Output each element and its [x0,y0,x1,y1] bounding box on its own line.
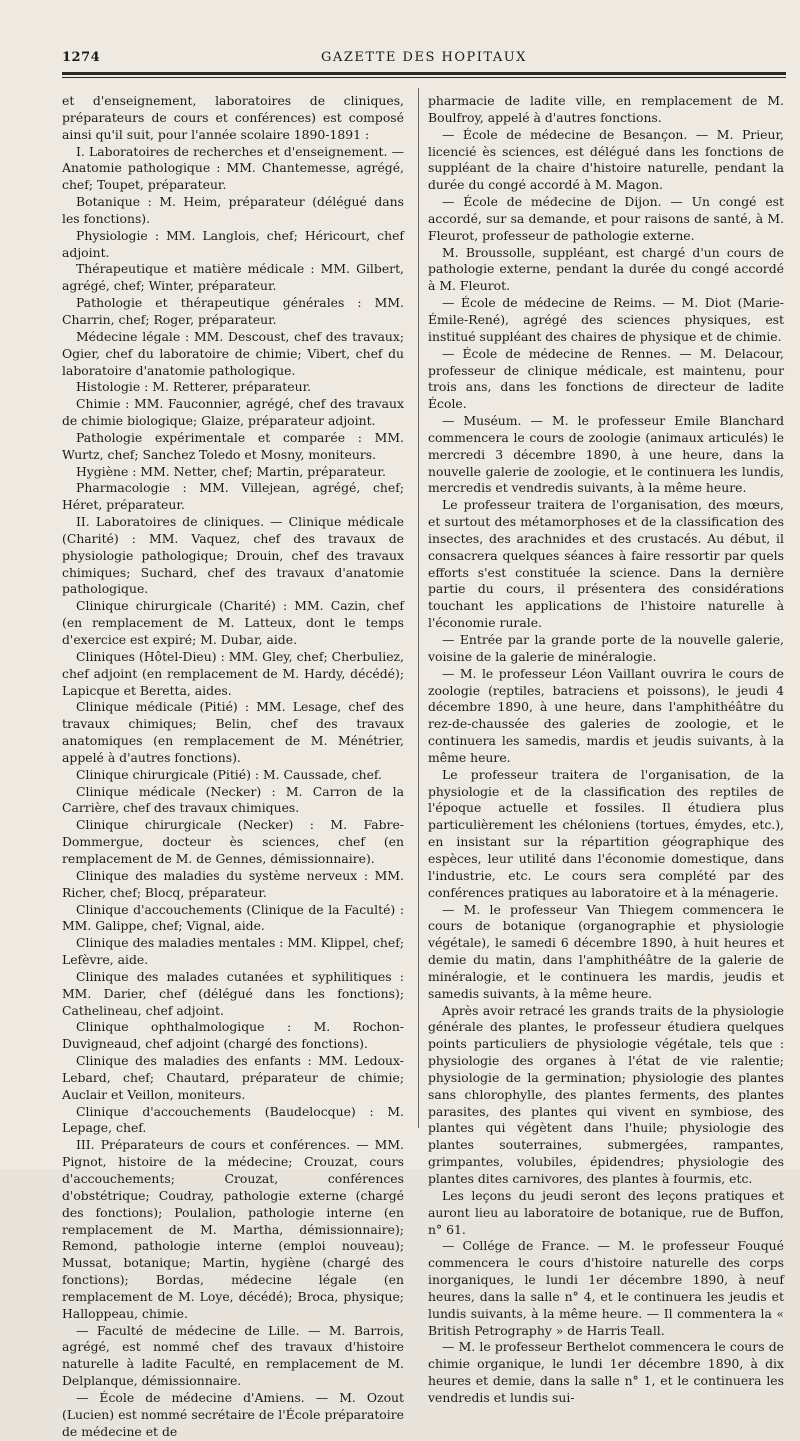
paragraph: Cliniques (Hôtel-Dieu) : MM. Gley, chef; Cherbuliez, chef adjoint (en remplacement de M. Hardy, décédé); Lapicque et Beretta, aides. [62,648,404,698]
page-header [62,50,786,68]
paragraph: — École de médecine de Rennes. — M. Delacour, professeur de clinique médicale, est maintenu, pour trois ans, dans les fonctions de directeur de ladite École. [428,345,784,412]
paragraph: — M. le professeur Berthelot commencera le cours de chimie organique, le lundi 1er décembre 1890, à dix heures et demie, dans la salle n° 1, et le continuera les vendredis et lundis sui- [428,1339,784,1405]
paragraph: Le professeur traitera de l'organisation, des mœurs, et surtout des métamorphoses et de la classification des insectes, des arachnides et des crustacés. Au début, il consacrera quelques séances à faire ressortir par quels efforts s'est constituée la science. Dans la dernière partie du cours, il présentera des considérations touchant les applications de l'histoire naturelle à l'économie rurale. [428,497,784,631]
paragraph: — École de médecine de Reims. — M. Diot (Marie-Émile-René), agrégé des sciences physiques, est institué suppléant des chaires de physique et de chimie. [428,295,784,344]
paragraph: Hygiène : MM. Netter, chef; Martin, préparateur. [76,463,386,479]
right-column [428,93,784,1407]
paragraph: Physiologie : MM. Langlois, chef; Héricourt, chef adjoint. [62,227,404,260]
paragraph: Clinique des malades cutanées et syphilitiques : MM. Darier, chef (délégué dans les fonctions); Cathelineau, chef adjoint. [62,968,404,1018]
paragraph: — M. le professeur Léon Vaillant ouvrira le cours de zoologie (reptiles, batraciens et poissons), le jeudi 4 décembre 1890, à une heure, dans l'amphithéâtre du rez-de-chaussée des galeries de zoologie, et le continuera les samedis, mardis et jeudis suivants, à la même heure. [428,665,784,765]
column-divider [418,88,419,1128]
paragraph: Clinique chirurgicale (Charité) : MM. Cazin, chef (en remplacement de M. Latteux, dont le temps d'exercice est expiré; M. Dubar, aide. [62,598,404,647]
page-number: 1274 [62,50,101,65]
paragraph: Pathologie et thérapeutique générales : MM. Charrin, chef; Roger, préparateur. [62,295,404,327]
header-rule-thick [62,72,786,75]
paragraph: Après avoir retracé les grands traits de la physiologie générale des plantes, le professeur étudiera quelques points particuliers de physiologie végétale, tels que : physiologie des organes à l'état de vie ralentie; physiologie de la germination; physiologie des plantes sans chlorophylle, des plantes ferments, des plantes parasites, des plantes qui vivent en symbiose, des plantes qui végètent dans l'huile; physiologie des plantes souterraines, submergées, rampantes, grimpantes, volubiles, épidendres; physiologie des plantes dites carnivores, des plantes à fourmis, etc. [428,1002,784,1186]
paragraph: — Entrée par la grande porte de la nouvelle galerie, voisine de la galerie de minéralogie. [428,632,784,664]
header-rule-thin [62,77,786,78]
paragraph: Pharmacologie : MM. Villejean, agrégé, chef; Héret, préparateur. [62,480,404,513]
paragraph: M. Broussolle, suppléant, est chargé d'un cours de pathologie externe, pendant la durée du congé accordé à M. Fleurot. [428,244,784,294]
paragraph: I. Laboratoires de recherches et d'enseignement. — Anatomie pathologique : MM. Chantemesse, agrégé, chef; Toupet, préparateur. [62,143,404,193]
paragraph: Clinique chirurgicale (Pitié) : M. Caussade, chef. [76,766,382,782]
paragraph: Clinique des maladies des enfants : MM. Ledoux-Lebard, chef; Chautard, préparateur de chimie; Auclair et Veillon, moniteurs. [62,1053,404,1102]
paragraph: Clinique ophthalmologique : M. Rochon-Duvigneaud, chef adjoint (chargé des fonctions). [62,1019,404,1052]
paragraph: Médecine légale : MM. Descoust, chef des travaux; Ogier, chef du laboratoire de chimie; Vibert, chef du laboratoire d'anatomie pathologique. [62,328,404,378]
paragraph: Clinique des maladies mentales : MM. Klippel, chef; Lefèvre, aide. [62,935,404,968]
paragraph: — École de médecine de Besançon. — M. Prieur, licencié ès sciences, est délégué dans les fonctions de suppléant de la chaire d'histoire naturelle, pendant la durée du congé accordé à M. Magon. [428,126,784,193]
paragraph: Clinique médicale (Pitié) : MM. Lesage, chef des travaux chimiques; Belin, chef des travaux anatomiques (en remplacement de M. Ménétrier, appelé à d'autres fonctions). [62,699,404,765]
paragraph: Le professeur traitera de l'organisation, de la physiologie et de la classification des reptiles de l'époque actuelle et fossiles. Il étudiera plus particulièrement les chéloniens (tortues, émydes, etc.), en insistant sur la répartition géographique des espèces, leur utilité dans l'économie domestique, dans l'industrie, etc. Le cours sera complété par des conférences pratiques au laboratoire et à la ménagerie. [428,766,784,900]
paragraph: Pathologie expérimentale et comparée : MM. Wurtz, chef; Sanchez Toledo et Mosny, moniteurs. [62,429,404,462]
paragraph: Thérapeutique et matière médicale : MM. Gilbert, agrégé, chef; Winter, préparateur. [62,261,404,294]
paragraph: — Faculté de médecine de Lille. — M. Barrois, agrégé, est nommé chef des travaux d'histoire naturelle à ladite Faculté, en remplacement de M. Delplanque, démissionnaire. [62,1322,404,1389]
paragraph: Clinique médicale (Necker) : M. Carron de la Carrière, chef des travaux chimiques. [62,783,404,816]
paragraph: Clinique d'accouchements (Clinique de la Faculté) : MM. Galippe, chef; Vignal, aide. [62,901,404,934]
paragraph: Histologie : M. Retterer, préparateur. [76,379,312,395]
paragraph: Clinique d'accouchements (Baudelocque) : M. Lepage, chef. [62,1103,404,1136]
paragraph: Clinique des maladies du système nerveux : MM. Richer, chef; Blocq, préparateur. [62,867,404,900]
paragraph: — M. le professeur Van Thiegem commencera le cours de botanique (organographie et physiologie végétale), le samedi 6 décembre 1890, à huit heures et demie du matin, dans l'amphithéâtre de la galerie de minéralogie, et le continuera les mardis, jeudis et samedis suivants, à la même heure. [428,901,784,1001]
paragraph: II. Laboratoires de cliniques. — Clinique médicale (Charité) : MM. Vaquez, chef des travaux de physiologie pathologique; Drouin, chef des travaux chimiques; Suchard, chef des travaux d'anatomie pathologique. [62,514,404,597]
paragraph: Chimie : MM. Fauconnier, agrégé, chef des travaux de chimie biologique; Glaize, préparateur adjoint. [62,396,404,429]
paragraph: III. Préparateurs de cours et conférences. — MM. Pignot, histoire de la médecine; Crouzat, cours d'accouchements; Crouzat, conférences d'obstétrique; Coudray, pathologie externe (chargé des fonctions); Poulalion, pathologie interne (en remplacement de M. Martha, démissionnaire); Remond, pathologie interne (emploi nouveau); Mussat, botanique; Martin, hygiène (chargé des fonctions); Bordas, médecine légale (en remplacement de M. Loye, décédé); Broca, physique; Halloppeau, chimie. [62,1137,404,1321]
paragraph: Clinique chirurgicale (Necker) : M. Fabre-Dommergue, docteur ès sciences, chef (en remplacement de M. de Gennes, démissionnaire). [62,817,404,866]
running-title: GAZETTE DES HOPITAUX [321,50,527,65]
paragraph: Les leçons du jeudi seront des leçons pratiques et auront lieu au laboratoire de botanique, rue de Buffon, n° 61. [428,1187,784,1237]
paragraph: — École de médecine de Dijon. — Un congé est accordé, sur sa demande, et pour raisons de santé, à M. Fleurot, professeur de pathologie externe. [428,194,784,243]
paragraph: — Muséum. — M. le professeur Emile Blanchard commencera le cours de zoologie (animaux articulés) le mercredi 3 décembre 1890, à une heure, dans la nouvelle galerie de zoologie, et le continuera les lundis, mercredis et vendredis suivants, à la même heure. [428,413,784,496]
paragraph: et d'enseignement, laboratoires de cliniques, préparateurs de cours et conférences) est composé ainsi qu'il suit, pour l'année scolaire 1890-1891 : [62,93,404,142]
paragraph: Botanique : M. Heim, préparateur (délégué dans les fonctions). [62,194,404,226]
paragraph: — École de médecine d'Amiens. — M. Ozout (Lucien) est nommé secrétaire de l'École préparatoire de médecine et de [62,1389,404,1439]
paragraph: — Collége de France. — M. le professeur Fouqué commencera le cours d'histoire naturelle des corps inorganiques, le lundi 1er décembre 1890, à neuf heures, dans la salle n° 4, et le continuera les jeudis et lundis suivants, à la même heure. — Il commentera la « British Petrography » de Harris Teall. [428,1238,784,1338]
paragraph: pharmacie de ladite ville, en remplacement de M. Boulfroy, appelé à d'autres fonctions. [428,93,784,125]
left-column [62,93,404,1441]
